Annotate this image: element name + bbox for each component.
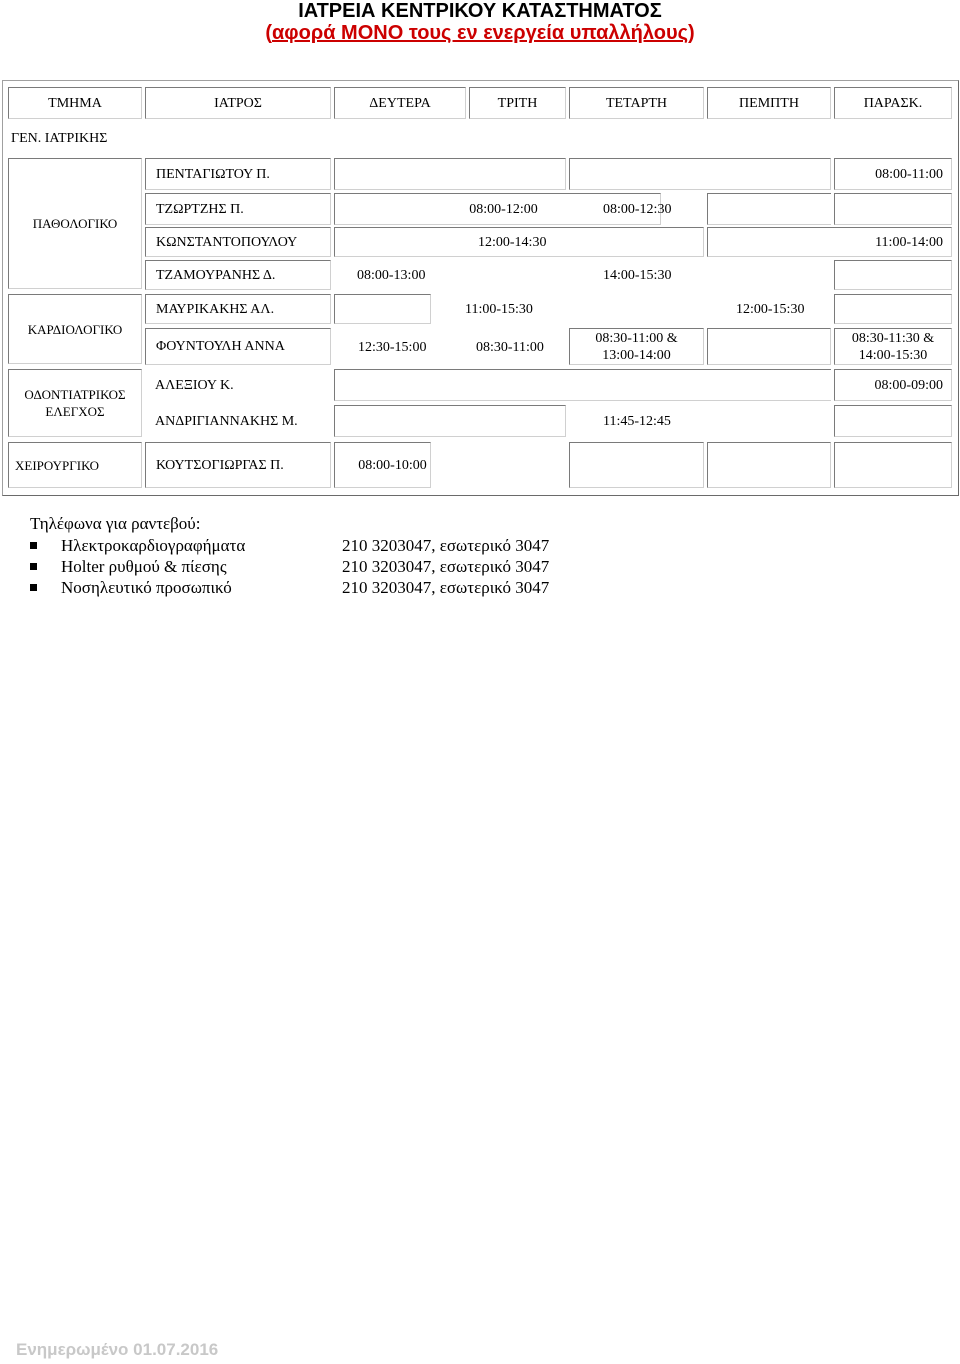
header-wednesday: ΤΕΤΑΡΤΗ bbox=[569, 87, 704, 119]
fountouli-friday bbox=[834, 328, 952, 365]
mavrikakis-thursday: 12:00-15:30 bbox=[736, 302, 805, 317]
tzamouranis-wednesday: 14:00-15:30 bbox=[603, 268, 672, 283]
header-thursday: ΠΕΜΠΤΗ bbox=[707, 87, 831, 119]
empty-cell bbox=[334, 294, 431, 324]
koutsogiorgas-monday: 08:00-10:00 bbox=[334, 442, 431, 488]
phones-section bbox=[30, 513, 550, 598]
empty-cell bbox=[707, 442, 831, 488]
empty-cell bbox=[834, 442, 952, 488]
fountouli-friday-line2: 14:00-15:30 bbox=[858, 347, 928, 363]
phone-number: 210 3203047, εσωτερικό 3047 bbox=[342, 557, 550, 576]
phones-heading: Τηλέφωνα για ραντεβού: bbox=[30, 514, 201, 533]
doctor-fountouli: ΦΟΥΝΤΟΥΛΗ ΑΝΝΑ bbox=[145, 328, 331, 365]
page-title: ΙΑΤΡΕΙΑ ΚΕΝΤΡΙΚΟΥ ΚΑΤΑΣΤΗΜΑΤΟΣ bbox=[298, 0, 662, 22]
header-doctor: ΙΑΤΡΟΣ bbox=[145, 87, 331, 119]
empty-cell bbox=[707, 328, 831, 365]
empty-cell bbox=[834, 294, 952, 324]
empty-cell bbox=[334, 405, 566, 437]
empty-cell bbox=[334, 158, 566, 190]
fountouli-wednesday-line2: 13:00-14:00 bbox=[602, 347, 671, 363]
phone-label: Holter ρυθμού & πίεσης bbox=[61, 557, 227, 576]
subtitle-open-paren: ( bbox=[265, 22, 273, 44]
doctor-mavrikakis: ΜΑΥΡΙΚΑΚΗΣ ΑΛ. bbox=[145, 294, 331, 324]
tzamouranis-monday: 08:00-13:00 bbox=[357, 268, 426, 283]
bullet-icon bbox=[30, 584, 37, 591]
header-friday: ΠΑΡΑΣΚ. bbox=[834, 87, 952, 119]
phone-label: Νοσηλευτικό προσωπικό bbox=[61, 578, 232, 597]
andrigiannakis-wednesday: 11:45-12:45 bbox=[603, 414, 671, 429]
subtitle-close-paren: ) bbox=[687, 22, 695, 44]
phone-number: 210 3203047, εσωτερικό 3047 bbox=[342, 536, 550, 555]
page-subtitle bbox=[0, 22, 960, 44]
updated-date: Ενημερωμένο 01.07.2016 bbox=[16, 1340, 219, 1359]
bullet-icon bbox=[30, 542, 37, 549]
tzortzis-tuesday: 08:00-12:00 bbox=[334, 193, 661, 225]
dept-dental-line1: ΟΔΟΝΤΙΑΤΡΙΚΟΣ bbox=[24, 387, 126, 402]
fountouli-wednesday bbox=[569, 328, 704, 365]
header-tuesday: ΤΡΙΤΗ bbox=[469, 87, 566, 119]
empty-cell bbox=[834, 405, 952, 437]
empty-cell bbox=[707, 193, 831, 225]
empty-cell bbox=[834, 193, 952, 225]
doctor-tzortzis: ΤΖΩΡΤΖΗΣ Π. bbox=[145, 193, 331, 225]
fountouli-friday-line1: 08:30-11:30 & bbox=[851, 330, 935, 346]
phone-item bbox=[30, 556, 550, 577]
fountouli-tuesday: 08:30-11:00 bbox=[476, 340, 544, 355]
bullet-icon bbox=[30, 563, 37, 570]
empty-cell bbox=[569, 158, 831, 190]
phone-item bbox=[30, 535, 550, 556]
empty-cell bbox=[834, 260, 952, 290]
phone-number: 210 3203047, εσωτερικό 3047 bbox=[342, 578, 550, 597]
pentagiotou-friday: 08:00-11:00 bbox=[834, 158, 952, 190]
doctor-koutsogiorgas: ΚΟΥΤΣΟΓΙΩΡΓΑΣ Π. bbox=[145, 442, 331, 488]
dept-cardiology: ΚΑΡΔΙΟΛΟΓΙΚΟ bbox=[8, 294, 142, 364]
dept-dental-line2: ΕΛΕΓΧΟΣ bbox=[45, 404, 105, 419]
doctor-alexiou: ΑΛΕΞΙΟΥ Κ. bbox=[155, 378, 234, 393]
konstantopoulou-friday: 11:00-14:00 bbox=[707, 227, 952, 257]
doctor-konstantopoulou: ΚΩΝΣΤΑΝΤΟΠΟΥΛΟΥ bbox=[145, 227, 331, 257]
empty-cell bbox=[334, 369, 831, 401]
alexiou-friday: 08:00-09:00 bbox=[834, 369, 952, 401]
dept-surgery: ΧΕΙΡΟΥΡΓΙΚΟ bbox=[8, 442, 142, 488]
fountouli-wednesday-line1: 08:30-11:00 & bbox=[595, 330, 678, 346]
header-monday: ΔΕΥΤΕΡΑ bbox=[334, 87, 466, 119]
fountouli-monday: 12:30-15:00 bbox=[358, 340, 427, 355]
dept-dental-check bbox=[8, 369, 142, 437]
doctor-andrigiannakis: ΑΝΔΡΙΓΙΑΝΝΑΚΗΣ Μ. bbox=[155, 414, 298, 429]
header-department: ΤΜΗΜΑ bbox=[8, 87, 142, 119]
empty-cell bbox=[569, 442, 704, 488]
doctor-tzamouranis: ΤΖΑΜΟΥΡΑΝΗΣ Δ. bbox=[145, 260, 331, 290]
konstantopoulou-tuesday: 12:00-14:30 bbox=[478, 235, 547, 250]
doctor-pentagiotou: ΠΕΝΤΑΓΙΩΤΟΥ Π. bbox=[145, 158, 331, 190]
phone-label: Ηλεκτροκαρδιογραφήματα bbox=[61, 536, 246, 555]
phone-item bbox=[30, 577, 550, 598]
dept-pathology: ΠΑΘΟΛΟΓΙΚΟ bbox=[8, 158, 142, 289]
dept-general-medicine: ΓΕΝ. ΙΑΤΡΙΚΗΣ bbox=[11, 131, 108, 146]
subtitle-text: αφορά ΜΟΝΟ τους εν ενεργεία υπαλλήλους bbox=[272, 22, 688, 44]
mavrikakis-tuesday: 11:00-15:30 bbox=[465, 302, 533, 317]
tzortzis-wednesday: 08:00-12:30 bbox=[603, 202, 672, 217]
